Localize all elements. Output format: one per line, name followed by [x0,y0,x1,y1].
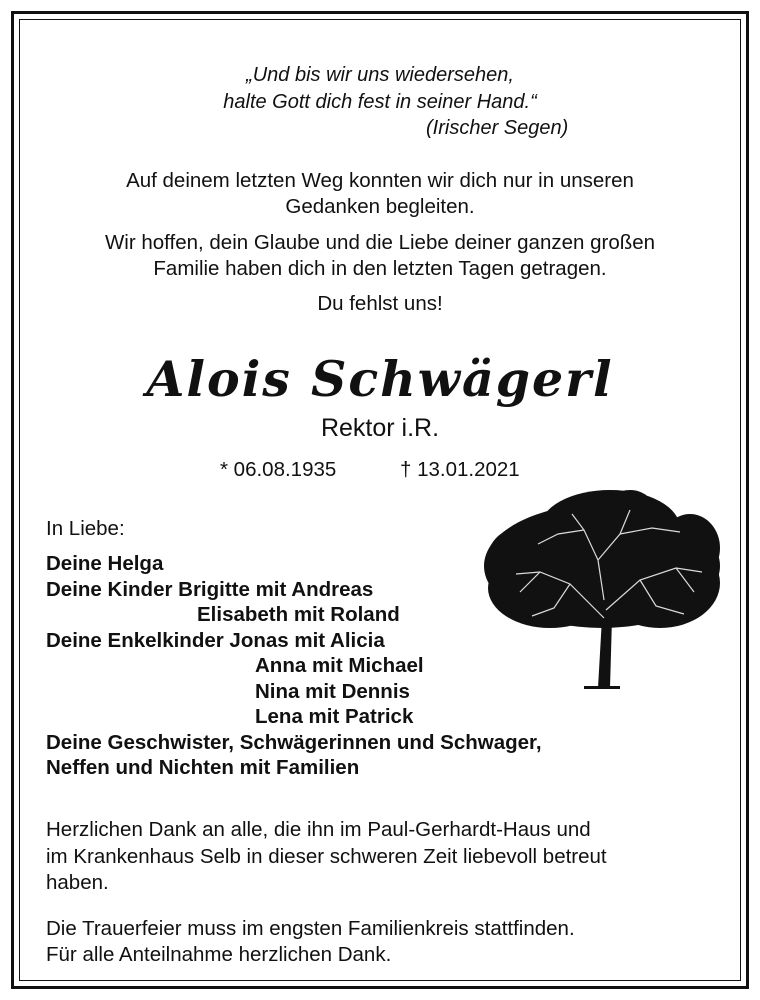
intro-paragraph-1 [0,168,760,220]
funeral-paragraph [46,916,575,968]
funeral-line-1: Die Trauerfeier muss im engsten Familienkreis stattfinden. [46,917,575,940]
mourner-line: Deine Helga [46,552,164,575]
thanks-line-1: Herzlichen Dank an alle, die ihn im Paul-Gerhardt-Haus und [46,818,591,841]
mourner-line: Elisabeth mit Roland [197,603,400,626]
mourner-line: Deine Geschwister, Schwägerinnen und Schwager, [46,730,542,754]
intro-p2-line-2: Familie haben dich in den letzten Tagen getragen. [153,257,607,280]
tree-icon [480,488,724,692]
mourner-line: Neffen und Nichten mit Familien [46,756,360,779]
intro-p2-line-1: Wir hoffen, dein Glaube und die Liebe deiner ganzen großen [104,231,656,254]
thanks-line-2: im Krankenhaus Selb in dieser schweren Zeit liebevoll betreut [46,844,607,868]
quote-line-2: halte Gott dich fest in seiner Hand.“ [223,91,537,113]
intro-paragraph-2 [0,230,760,282]
death-date: † 13.01.2021 [400,458,520,481]
mourner-line: Lena mit Patrick [255,705,414,728]
in-liebe-label: In Liebe: [46,517,125,540]
deceased-title: Rektor i.R. [320,414,440,442]
deceased-name: Alois Schwägerl [146,350,614,408]
intro-paragraph-3: Du fehlst uns! [317,292,443,315]
intro-p1-line-1: Auf deinem letzten Weg konnten wir dich nur in unseren [126,169,634,192]
mourners-list [46,551,542,781]
funeral-line-2: Für alle Anteilnahme herzlichen Dank. [46,943,392,966]
quote-line-1: „Und bis wir uns wiedersehen, [246,64,514,86]
quote-source: (Irischer Segen) [426,117,569,139]
thanks-paragraph [46,817,726,897]
mourner-line: Deine Enkelkinder Jonas mit Alicia [46,628,385,652]
birth-date: * 06.08.1935 [220,458,337,481]
mourner-line: Deine Kinder Brigitte mit Andreas [46,577,374,601]
mourner-line: Anna mit Michael [255,654,424,677]
quote [0,62,760,116]
intro-p1-line-2: Gedanken begleiten. [285,195,475,218]
thanks-line-3: haben. [46,871,109,894]
mourner-line: Nina mit Dennis [255,679,410,703]
